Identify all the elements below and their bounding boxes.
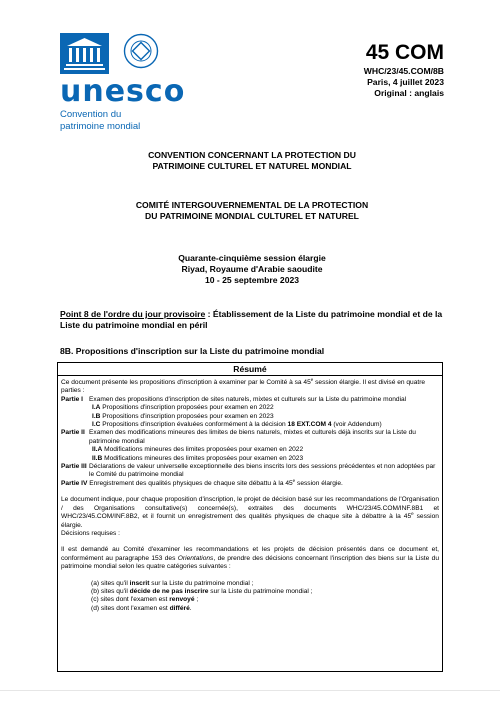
part-2b: II.B Modifications mineures des limites proposées pour examen en 2023 [92, 454, 304, 462]
decision-request: Il est demandé au Comité d'examiner les recommandations et les projets de décision présentés dans ce document et, conformément au paragraphe 153 des Orientations, de prendre des décisions concernant l'inscription des biens sur la Liste du patrimoine mondial selon les quatre catégories suivantes : [61, 546, 439, 571]
original-language: Original : anglais [374, 88, 444, 98]
unesco-logo [60, 33, 185, 133]
document-reference [364, 40, 444, 99]
part-1 [61, 396, 439, 404]
subtitle-line-1: Convention du [60, 109, 122, 120]
world-heritage-seal-icon [123, 33, 159, 69]
part-1b: I.B Propositions d'inscription proposées pour examen en 2023 [92, 412, 274, 420]
summary-intro: Ce document présente les propositions d'inscription à examiner par le Comité à sa 45e session élargie. Il est divisé en quatre parties : [61, 377, 426, 395]
document-description: Le document indique, pour chaque proposition d'inscription, le projet de décision basé sur les recommandations de l'Organisation / des Organisations consultative(s) concernée(s), extraites des documents WHC/23/45.COM/INF.8B1 et WHC/23/45.COM/INF.8B2, et il fournit un enregistrement des qualités physiques de chaque site à débattre à la 45e session élargie. [61, 496, 439, 529]
convention-title [60, 150, 444, 172]
section-title: 8B. Propositions d'inscription sur la Liste du patrimoine mondial [60, 346, 325, 356]
convention-title-line-2: PATRIMOINE CULTUREL ET NATUREL MONDIAL [152, 161, 352, 171]
session-dates: 10 - 25 septembre 2023 [204, 275, 300, 285]
agenda-item [60, 309, 444, 331]
convention-title-line-1: CONVENTION CONCERNANT LA PROTECTION DU [148, 150, 356, 160]
part-2-text: Examen des modifications mineures des limites de biens naturels, mixtes et culturels déjà inscrits sur la Liste du patrimoine mondial [89, 429, 416, 445]
summary-box [57, 362, 443, 672]
session-info [60, 253, 444, 286]
agenda-point: Point 8 de l'ordre du jour provisoire [60, 309, 206, 319]
session-code: 45 COM [365, 41, 444, 64]
page-edge-divider [0, 690, 500, 691]
part-2 [61, 429, 439, 446]
category-c: (c) sites dont l'examen est renvoyé ; [91, 596, 199, 604]
convention-subtitle [60, 109, 185, 133]
document-date: Paris, 4 juillet 2023 [367, 77, 444, 87]
temple-emblem-icon [60, 33, 109, 74]
category-b: (b) sites qu'il décide de ne pas inscrire sur la Liste du patrimoine mondial ; [91, 587, 313, 595]
decisions-heading: Décisions requises : [61, 529, 121, 537]
session-location: Riyad, Royaume d'Arabie saoudite [181, 264, 323, 274]
unesco-wordmark: unesco [60, 74, 186, 109]
part-2-label: Partie II [61, 429, 85, 437]
category-d: (d) sites dont l'examen est différé. [91, 604, 192, 612]
part-1-label: Partie I [61, 395, 83, 403]
document-code: WHC/23/45.COM/8B [363, 66, 444, 76]
category-a: (a) sites qu'il inscrit sur la Liste du patrimoine mondial ; [91, 579, 254, 587]
part-4: Partie IV Enregistrement des qualités physiques de chaque site débattu à la 45e session élargie. [61, 477, 343, 487]
summary-title: Résumé [58, 363, 442, 376]
part-2a: II.A Modifications mineures des limites proposées pour examen en 2022 [92, 446, 304, 454]
summary-body [58, 376, 442, 613]
part-3-text: Déclarations de valeur universelle exceptionnelle des biens inscrits lors des sessions précédentes et non adoptées par le Comité du patrimoine mondial [89, 463, 436, 479]
committee-title-line-2: DU PATRIMOINE MONDIAL CULTUREL ET NATUREL [145, 211, 359, 221]
part-1a: I.A Propositions d'inscription proposées pour examen en 2022 [92, 404, 274, 412]
part-3-label: Partie III [61, 463, 87, 471]
committee-title-line-1: COMITÉ INTERGOUVERNEMENTAL DE LA PROTECTION [135, 200, 369, 210]
session-name: Quarante-cinquième session élargie [178, 253, 326, 263]
committee-title [60, 200, 444, 222]
agenda-text: : Établissement de la Liste du patrimoine mondial et de la Liste du patrimoine mondial en péril [60, 309, 443, 330]
part-1-text: Examen des propositions d'inscription de sites naturels, mixtes et culturels sur la Liste du patrimoine mondial [89, 395, 407, 403]
part-1c: I.C Propositions d'inscription évaluées conformément à la décision 18 EXT.COM 4 (voir Addendum) [92, 421, 382, 429]
part-3 [61, 463, 439, 480]
subtitle-line-2: patrimoine mondial [60, 121, 141, 132]
